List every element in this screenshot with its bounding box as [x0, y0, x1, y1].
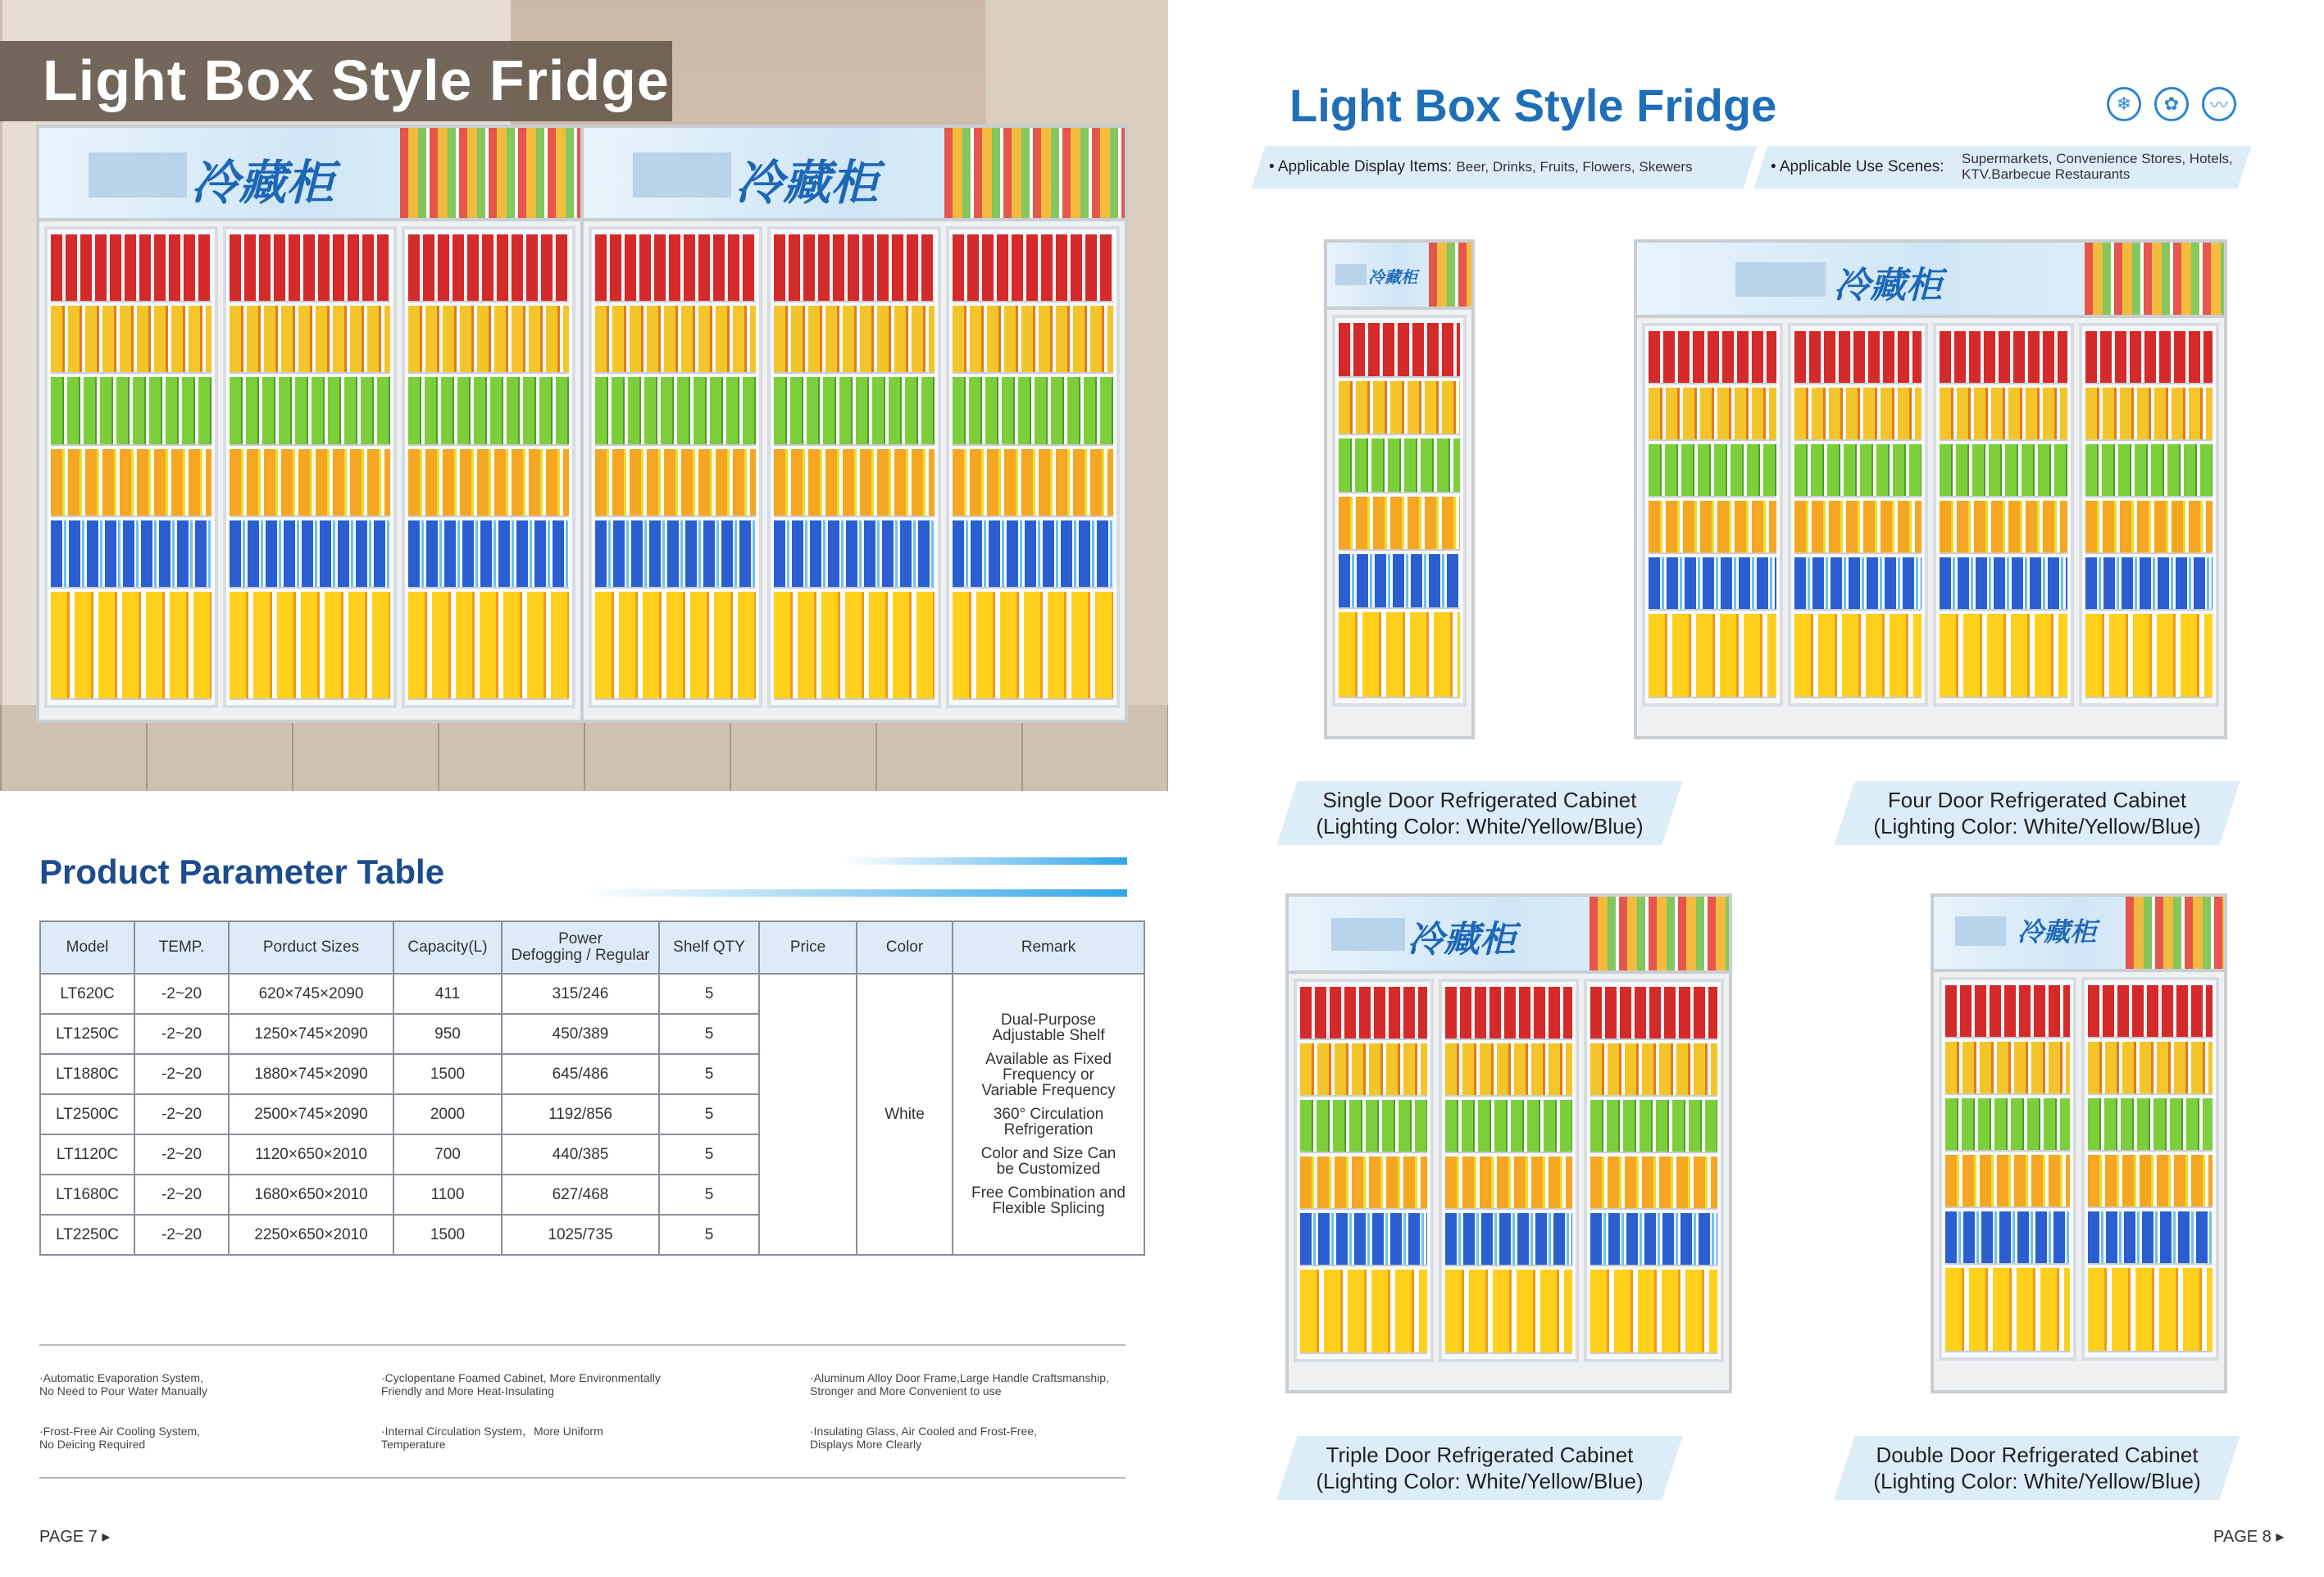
decor-bar: [844, 857, 1127, 865]
door-set: [1934, 972, 2224, 1366]
product-caption-triple: [1287, 1442, 1672, 1494]
product-caption-single: [1287, 787, 1672, 839]
cell-temp: -2~20: [134, 1054, 229, 1094]
drinks-graphic: [1590, 897, 1729, 970]
product-name: Double Door Refrigerated Cabinet: [1876, 1443, 2199, 1467]
door-set: [39, 221, 580, 713]
col-header: Capacity(L): [393, 921, 502, 974]
product-name: Four Door Refrigerated Cabinet: [1887, 788, 2187, 812]
col-header: Color: [857, 921, 953, 974]
col-header: Model: [40, 921, 134, 974]
sign-text: 冷藏柜: [1834, 266, 1942, 306]
col-header: Power Defogging / Regular: [502, 921, 659, 974]
cell-capacity: 950: [393, 1014, 502, 1054]
product-name: Single Door Refrigerated Cabinet: [1322, 788, 1637, 812]
feature-text: ·Automatic Evaporation System, No Need to Pour Water Manually: [39, 1371, 207, 1397]
cell-remark: [953, 974, 1144, 1255]
cell-temp: -2~20: [134, 1175, 229, 1215]
fridge-door: [1939, 977, 2076, 1361]
feature-text: ·Insulating Glass, Air Cooled and Frost-Free, Displays More Clearly: [810, 1425, 1038, 1451]
cell-shelf: 5: [659, 1054, 759, 1094]
cell-size: 2500×745×2090: [229, 1094, 393, 1134]
product-image-double-door: [1931, 893, 2227, 1393]
cell-capacity: 1100: [393, 1175, 502, 1215]
lightbox-sign: [1934, 897, 2224, 972]
cell-shelf: 5: [659, 1134, 759, 1175]
fridge-door: [402, 226, 575, 708]
cell-capacity: 411: [393, 974, 502, 1014]
feature-text: ·Internal Circulation System，More Uniform Temperature: [381, 1425, 603, 1451]
cell-shelf: 5: [659, 1215, 759, 1255]
hero-title: Light Box Style Fridge: [43, 48, 670, 112]
hero-fridge-left: [36, 125, 584, 723]
use-scenes-tag: [1771, 158, 1944, 176]
cell-model: LT1250C: [40, 1014, 134, 1054]
drinks-graphic: [944, 128, 1125, 218]
cell-capacity: 1500: [393, 1054, 502, 1094]
cell-model: LT1880C: [40, 1054, 134, 1094]
cell-shelf: 5: [659, 1014, 759, 1054]
cell-power: 1025/735: [502, 1215, 659, 1255]
remark-item: 360° Circulation Refrigeration: [993, 1106, 1104, 1138]
table-header-row: [40, 921, 1144, 974]
tag-value: Beer, Drinks, Fruits, Flowers, Skewers: [1456, 159, 1693, 175]
page-number: PAGE 7 ▸: [39, 1528, 111, 1546]
col-header: Shelf QTY: [659, 921, 759, 974]
cell-shelf: 5: [659, 974, 759, 1014]
cell-model: LT1680C: [40, 1175, 134, 1215]
cell-capacity: 700: [393, 1134, 502, 1175]
cell-power: 645/486: [502, 1054, 659, 1094]
fridge-door: [223, 226, 397, 708]
door-set: [1327, 310, 1471, 711]
cell-temp: -2~20: [134, 1014, 229, 1054]
lightbox-sign: [39, 128, 580, 221]
page-title: Light Box Style Fridge: [1289, 80, 1777, 131]
product-image-single-door: [1324, 239, 1475, 739]
fridge-door: [1788, 323, 1929, 707]
cell-power: 450/389: [502, 1014, 659, 1054]
fridge-door: [1332, 315, 1467, 707]
sign-text: 冷藏柜: [735, 157, 879, 210]
product-caption-four: [1844, 787, 2230, 839]
fan-icon: ✿: [2154, 87, 2189, 121]
door-set: [584, 221, 1125, 713]
cell-size: 620×745×2090: [229, 974, 393, 1014]
cell-size: 1680×650×2010: [229, 1175, 393, 1215]
cell-power: 627/468: [502, 1175, 659, 1215]
cell-size: 2250×650×2010: [229, 1215, 393, 1255]
cell-model: LT1120C: [40, 1134, 134, 1175]
cell-shelf: 5: [659, 1175, 759, 1215]
remark-item: Free Combination and Flexible Splicing: [971, 1184, 1126, 1217]
tag-label: • Applicable Use Scenes:: [1771, 158, 1944, 175]
fridge-door: [1933, 323, 2074, 707]
lightbox-sign: [1327, 243, 1471, 310]
sign-text: 冷藏柜: [1408, 920, 1516, 960]
cell-size: 1120×650×2010: [229, 1134, 393, 1175]
pulse-icon: 〰: [2202, 87, 2236, 121]
fridge-door: [589, 226, 762, 708]
fridge-door: [2081, 977, 2219, 1361]
drinks-graphic: [400, 128, 580, 218]
cell-power: 1192/856: [502, 1094, 659, 1134]
product-lighting: (Lighting Color: White/Yellow/Blue): [1316, 1469, 1644, 1493]
door-set: [1637, 318, 2224, 711]
param-table-title: Product Parameter Table: [39, 852, 445, 891]
decor-bar: [582, 889, 1127, 897]
cell-temp: -2~20: [134, 1134, 229, 1175]
fridge-door: [1642, 323, 1783, 707]
parameter-table: [39, 920, 1145, 1256]
remark-item: Available as Fixed Frequency or Variable Frequency: [981, 1051, 1116, 1099]
product-image-triple-door: [1285, 893, 1732, 1393]
cell-temp: -2~20: [134, 1094, 229, 1134]
door-set: [1289, 974, 1729, 1367]
drinks-graphic: [2126, 897, 2224, 969]
page-number: PAGE 8 ▸: [2213, 1528, 2285, 1546]
drinks-graphic: [1429, 243, 1471, 307]
remark-item: Dual-Purpose Adjustable Shelf: [992, 1011, 1105, 1044]
fridge-door: [767, 226, 941, 708]
col-header: Price: [759, 921, 857, 974]
col-header: Porduct Sizes: [229, 921, 393, 974]
remark-item: Color and Size Can be Customized: [980, 1145, 1117, 1178]
cell-model: LT620C: [40, 974, 134, 1014]
cell-capacity: 2000: [393, 1094, 502, 1134]
product-lighting: (Lighting Color: White/Yellow/Blue): [1873, 814, 2201, 838]
hero-fridge-right: [580, 125, 1128, 723]
feature-text: ·Cyclopentane Foamed Cabinet, More Environmentally Friendly and More Heat-Insulating: [381, 1371, 661, 1397]
sign-text: 冷藏柜: [191, 157, 334, 210]
cell-size: 1880×745×2090: [229, 1054, 393, 1094]
drinks-graphic: [2085, 243, 2224, 315]
display-items-tag: [1269, 158, 1693, 176]
product-caption-double: [1844, 1442, 2230, 1494]
lightbox-sign: [1289, 897, 1729, 974]
fridge-door: [1439, 979, 1579, 1362]
cell-temp: -2~20: [134, 1215, 229, 1255]
divider: [39, 1344, 1126, 1346]
fridge-door: [1294, 979, 1434, 1362]
cell-model: LT2250C: [40, 1215, 134, 1255]
col-header: Remark: [953, 921, 1144, 974]
product-image-four-door: [1634, 239, 2227, 739]
fridge-door: [1584, 979, 1724, 1362]
cell-price: [759, 974, 857, 1255]
fridge-door: [44, 226, 218, 708]
product-lighting: (Lighting Color: White/Yellow/Blue): [1873, 1469, 2201, 1493]
cell-size: 1250×745×2090: [229, 1014, 393, 1054]
cell-temp: -2~20: [134, 974, 229, 1014]
product-name: Triple Door Refrigerated Cabinet: [1326, 1443, 1634, 1467]
cell-color: White: [857, 974, 953, 1255]
lightbox-sign: [584, 128, 1125, 221]
feature-text: ·Aluminum Alloy Door Frame,Large Handle Craftsmanship, Stronger and More Convenient to use: [810, 1371, 1109, 1397]
col-header: TEMP.: [134, 921, 229, 974]
fridge-door: [946, 226, 1120, 708]
hero-photo: [0, 0, 1168, 791]
tag-value: Supermarkets, Convenience Stores, Hotels, KTV.Barbecue Restaurants: [1962, 151, 2233, 182]
cell-model: LT2500C: [40, 1094, 134, 1134]
tag-label: • Applicable Display Items:: [1269, 158, 1453, 175]
feature-text: ·Frost-Free Air Cooling System, No Deicing Required: [39, 1425, 201, 1451]
fridge-door: [2079, 323, 2220, 707]
snowflake-icon: ❄: [2107, 87, 2141, 121]
cell-capacity: 1500: [393, 1215, 502, 1255]
table-row: [40, 974, 1144, 1014]
sign-text: 冷藏柜: [2017, 917, 2097, 947]
cell-shelf: 5: [659, 1094, 759, 1134]
product-lighting: (Lighting Color: White/Yellow/Blue): [1316, 814, 1644, 838]
divider: [39, 1477, 1126, 1479]
cell-power: 440/385: [502, 1134, 659, 1175]
cell-power: 315/246: [502, 974, 659, 1014]
sign-text: 冷藏柜: [1368, 269, 1417, 287]
lightbox-sign: [1637, 243, 2224, 318]
